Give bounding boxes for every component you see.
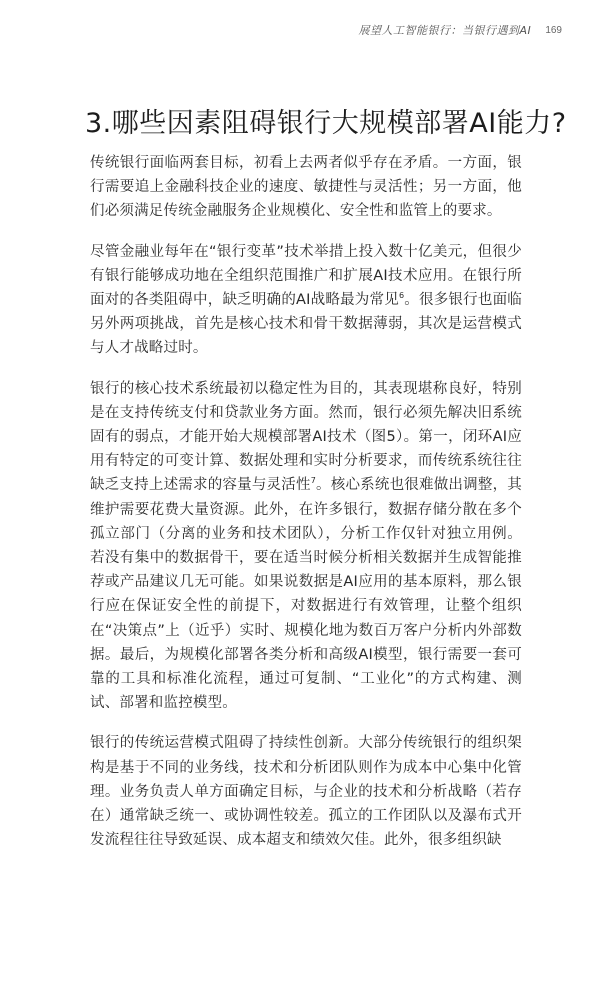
body-text (90, 151, 522, 868)
section-title: 3.哪些因素阻碍银行大规模部署AI能力? (85, 108, 567, 139)
paragraph-2-text-b: 。很多银行也面临另外两项挑战，首先是核心技术和骨干数据薄弱，其次是运营模式与人才战略过时。 (90, 292, 523, 357)
page-number: 169 (545, 24, 562, 36)
footnote-marker-7[interactable]: 7 (310, 476, 316, 486)
paragraph-1-text: 传统银行面临两套目标，初看上去两者似乎存在矛盾。一方面，银行需要追上金融科技企业的速度、敏捷性与灵活性；另一方面，他们必须满足传统金融服务企业规模化、安全性和监管上的要求。 (90, 155, 522, 220)
paragraph-3-text-b: 。核心系统也很难做出调整，其维护需要花费大量资源。此外，在许多银行，数据存储分散在多个孤立部门（分离的业务和技术团队），分析工作仅针对独立用例。若没有集中的数据骨干，要在适当时候分析相关数据并生成智能推荐或产品建议几无可能。如果说数据是AI应用的基本原料，那么银行应在保证安全性的前提下，对数据进行有效管理，让整个组织在“决策点”上（近乎）实时、规模化地为数百万客户分析内外部数据。最后，为规模化部署各类分析和高级AI模型，银行需要一套可靠的工具和标准化流程，通过可复制、“工业化”的方式构建、测试、部署和监控模型。 (90, 477, 522, 712)
footnote-marker-6[interactable]: 6 (398, 291, 405, 301)
running-header (359, 20, 562, 40)
paragraph-2 (90, 240, 522, 361)
paragraph-3 (90, 377, 522, 716)
paragraph-2-text-a: 尽管金融业每年在“银行变革”技术举措上投入数十亿美元，但很少有银行能够成功地在全组织范围推广和扩展AI技术应用。在银行所面对的各类阻碍中，缺乏明确的AI战略最为常见 (90, 243, 522, 309)
paragraph-1 (90, 151, 522, 224)
running-header-title: 展望人工智能银行：当银行遇到AI (358, 24, 532, 37)
paragraph-3-text-a: 银行的核心技术系统最初以稳定性为目的，其表现堪称良好，特别是在支持传统支付和贷款业务方面。然而，银行必须先解决旧系统固有的弱点，才能开始大规模部署AI技术（图5）。第一，闭环AI应用有特定的可变计算、数据处理和实时分析要求，而传统系统往往缺乏支持上述需求的容量与灵活性 (90, 380, 522, 494)
paragraph-4 (90, 731, 522, 852)
paragraph-4-text: 银行的传统运营模式阻碍了持续性创新。大部分传统银行的组织架构是基于不同的业务线，技术和分析团队则作为成本中心集中化管理。业务负责人单方面确定目标，与企业的技术和分析战略（若存在）通常缺乏统一、或协调性较差。孤立的工作团队以及瀑布式开发流程往往导致延误、成本超支和绩效欠佳。此外，很多组织缺 (90, 735, 522, 849)
